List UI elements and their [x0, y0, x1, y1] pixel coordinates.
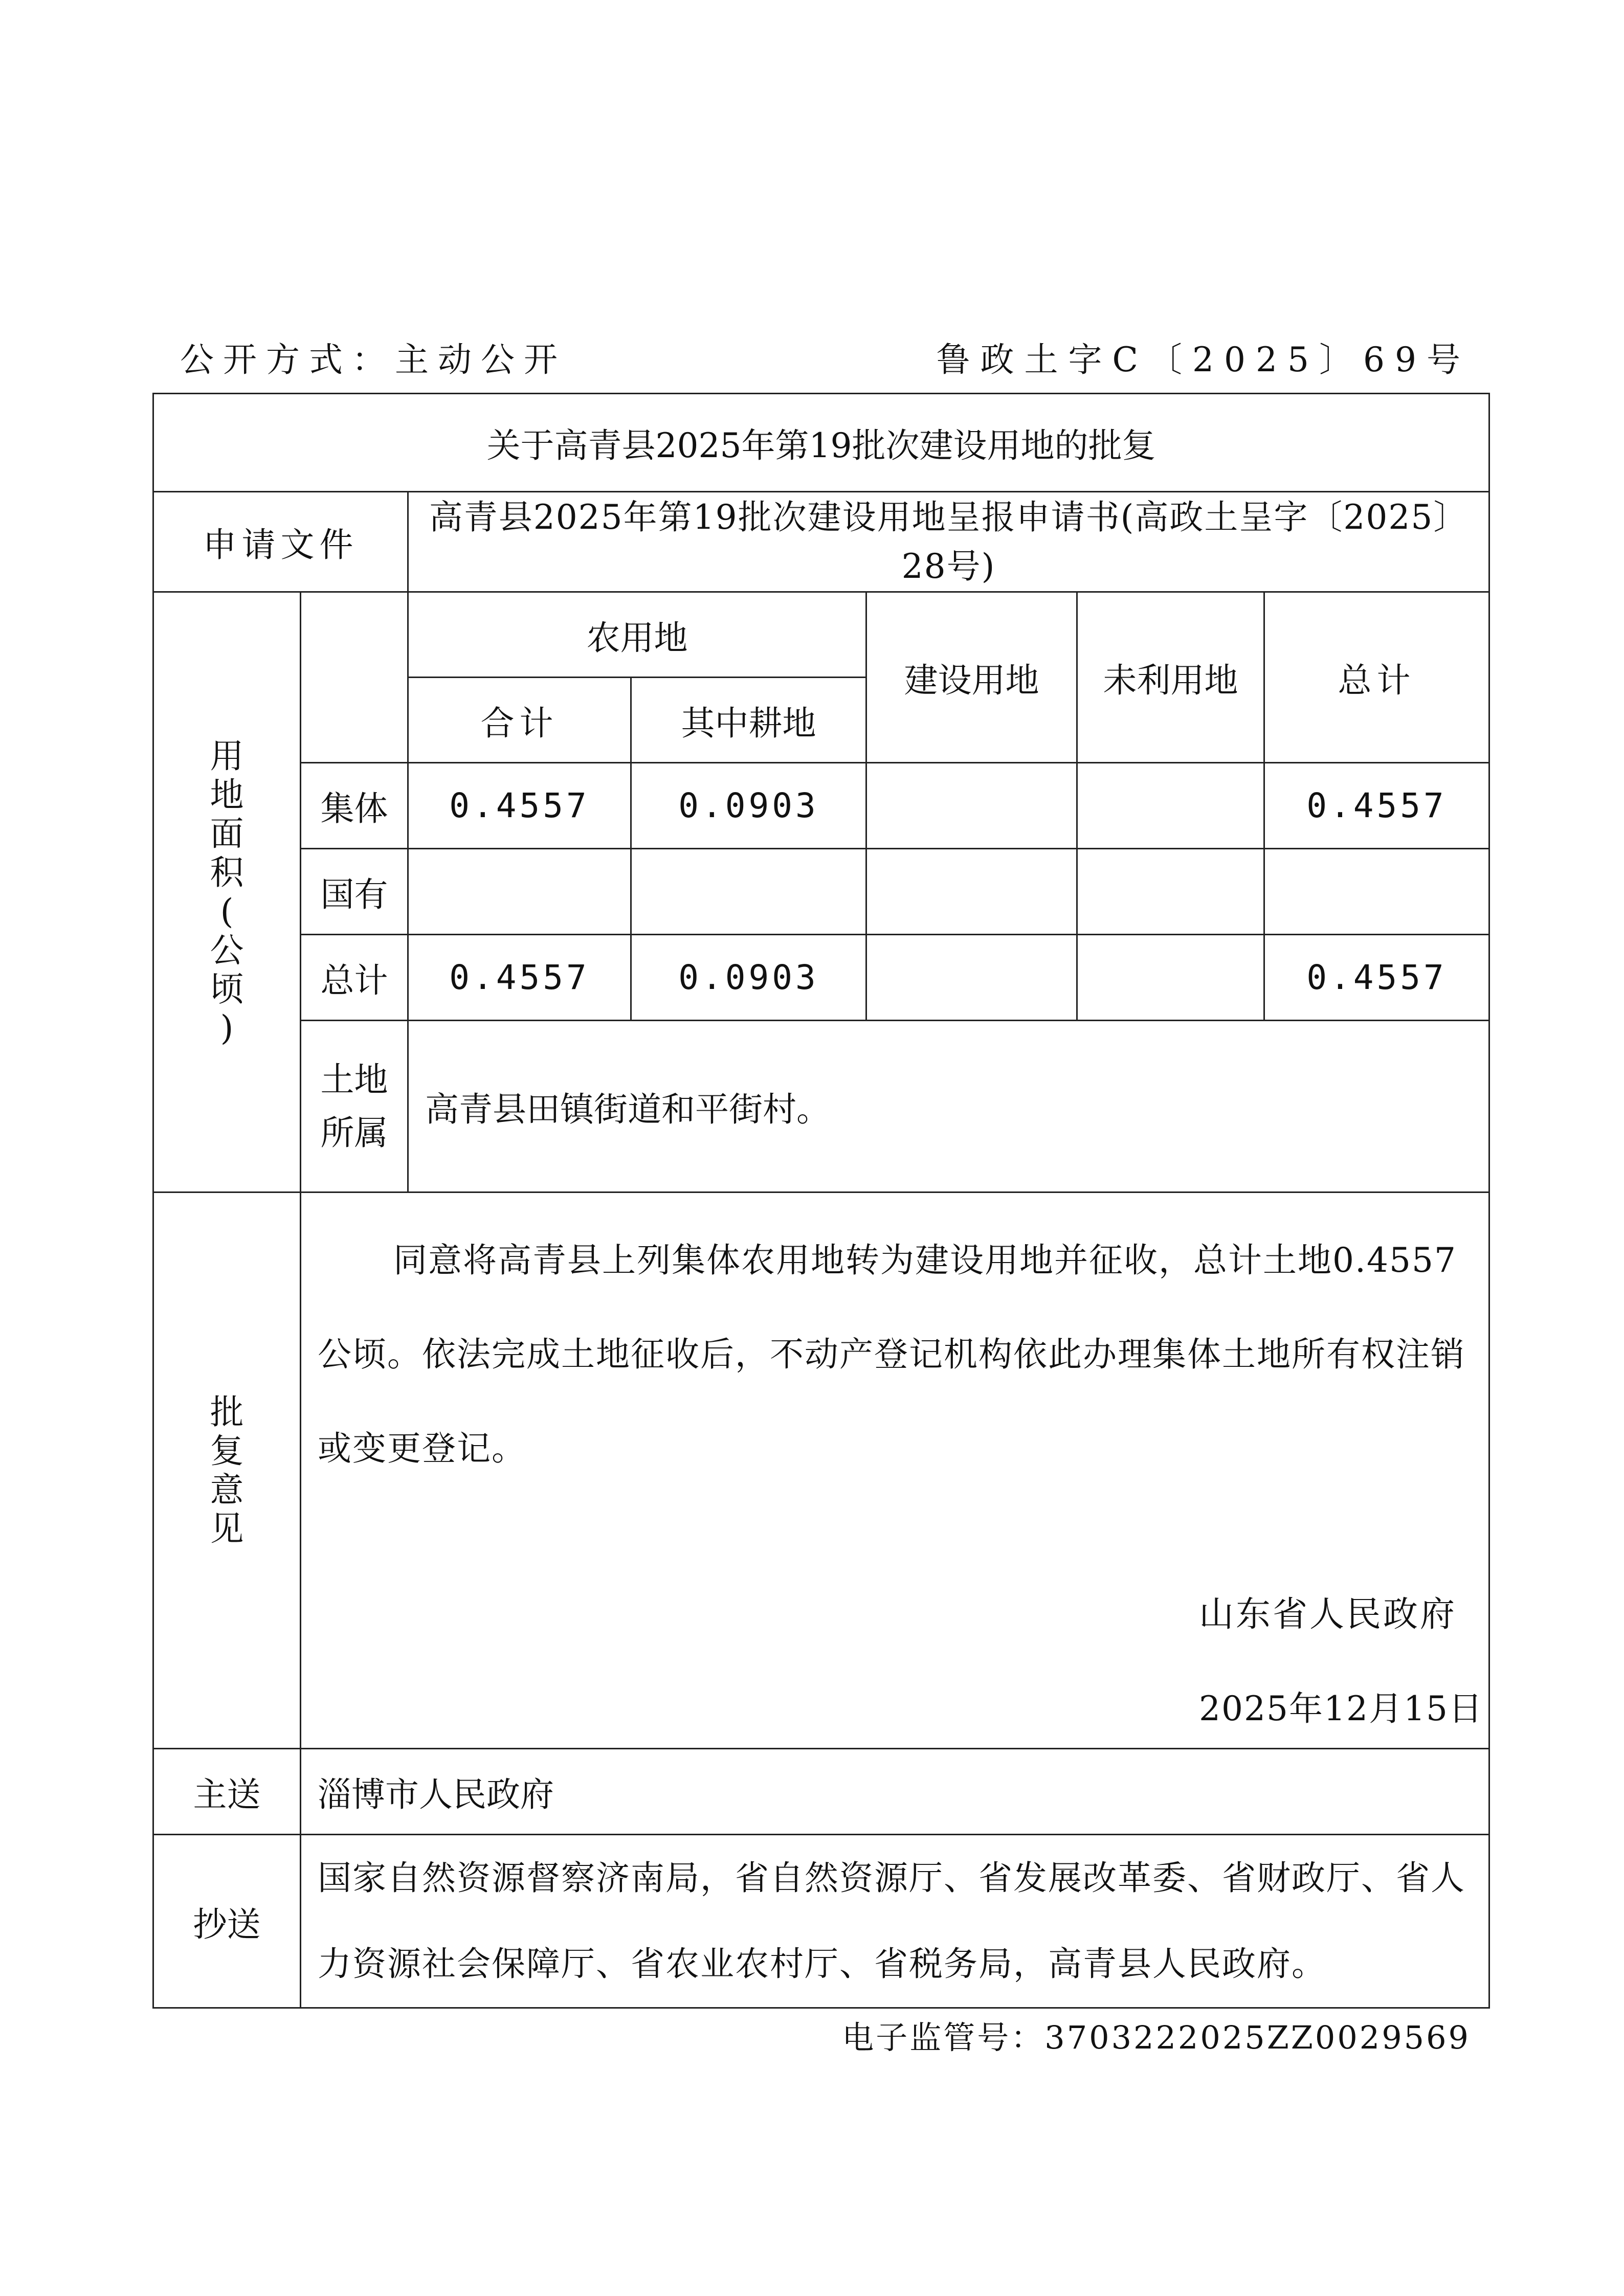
- cell-unused: [1077, 763, 1264, 849]
- title-row: [153, 394, 1489, 492]
- cell-total: [1264, 849, 1489, 935]
- signatory: 山东省人民政府: [1199, 1594, 1457, 1635]
- signature-date: 2025年12月15日: [1199, 1689, 1483, 1728]
- send-to-label: 主送: [153, 1749, 301, 1835]
- header-subtotal: 合计: [408, 678, 631, 763]
- header-agricultural: 农用地: [408, 592, 866, 678]
- cell-agri-total: [408, 849, 631, 935]
- land-area-label: 用 地 面 积 ( 公 顷 ): [153, 592, 301, 1192]
- approval-text: 同意将高青县上列集体农用地转为建设用地并征收，总计土地0.4557公顷。依法完成土地征收后，不动产登记机构依此办理集体土地所有权注销或变更登记。: [318, 1241, 1465, 1468]
- copy-to-text: 国家自然资源督察济南局，省自然资源厅、省发展改革委、省财政厅、省人力资源社会保障厅、省农业农村厅、省税务局，高青县人民政府。: [301, 1835, 1489, 2008]
- header-total: 总计: [1264, 592, 1489, 763]
- ownership-text: 高青县田镇街道和平街村。: [408, 1021, 1489, 1192]
- supervision-number: 电子监管号：3703222025ZZ0029569: [842, 2019, 1471, 2056]
- cell-construction: [866, 849, 1077, 935]
- cell-total: 0.4557: [1264, 763, 1489, 849]
- cell-unused: [1077, 849, 1264, 935]
- approval-row: [153, 1192, 1489, 1749]
- table-row: [153, 849, 1489, 935]
- area-header-row-1: [153, 592, 1489, 678]
- cell-cultivated: 0.0903: [631, 935, 866, 1021]
- send-to-text: 淄博市人民政府: [301, 1749, 1489, 1835]
- blank-corner-cell: [301, 592, 408, 763]
- application-label: 申请文件: [153, 492, 408, 592]
- ownership-row: [153, 1021, 1489, 1192]
- cell-cultivated: 0.0903: [631, 763, 866, 849]
- ownership-label: 土地 所属: [301, 1021, 408, 1192]
- table-row: [153, 763, 1489, 849]
- cell-total: 0.4557: [1264, 935, 1489, 1021]
- cell-agri-total: 0.4557: [408, 935, 631, 1021]
- table-row: [153, 935, 1489, 1021]
- header-unused: 未利用地: [1077, 592, 1264, 763]
- row-label-state: 国有: [301, 849, 408, 935]
- document-number: 鲁政土字C〔2025〕69号: [936, 340, 1471, 379]
- application-row: [153, 492, 1489, 592]
- copy-to-row: [153, 1835, 1489, 2008]
- cell-construction: [866, 763, 1077, 849]
- cell-unused: [1077, 935, 1264, 1021]
- document-title: 关于高青县2025年第19批次建设用地的批复: [153, 394, 1489, 492]
- approval-opinion: [301, 1192, 1489, 1749]
- approval-label: 批 复 意 见: [153, 1192, 301, 1749]
- send-to-row: [153, 1749, 1489, 1835]
- cell-agri-total: 0.4557: [408, 763, 631, 849]
- cell-construction: [866, 935, 1077, 1021]
- row-label-total: 总计: [301, 935, 408, 1021]
- header-cultivated: 其中耕地: [631, 678, 866, 763]
- disclosure-method: 公开方式：主动公开: [180, 340, 567, 379]
- approval-form-table: [152, 393, 1490, 2009]
- copy-to-label: 抄送: [153, 1835, 301, 2008]
- row-label-collective: 集体: [301, 763, 408, 849]
- header-construction: 建设用地: [866, 592, 1077, 763]
- cell-cultivated: [631, 849, 866, 935]
- application-text: 高青县2025年第19批次建设用地呈报申请书(高政土呈字〔2025〕28号): [408, 492, 1489, 592]
